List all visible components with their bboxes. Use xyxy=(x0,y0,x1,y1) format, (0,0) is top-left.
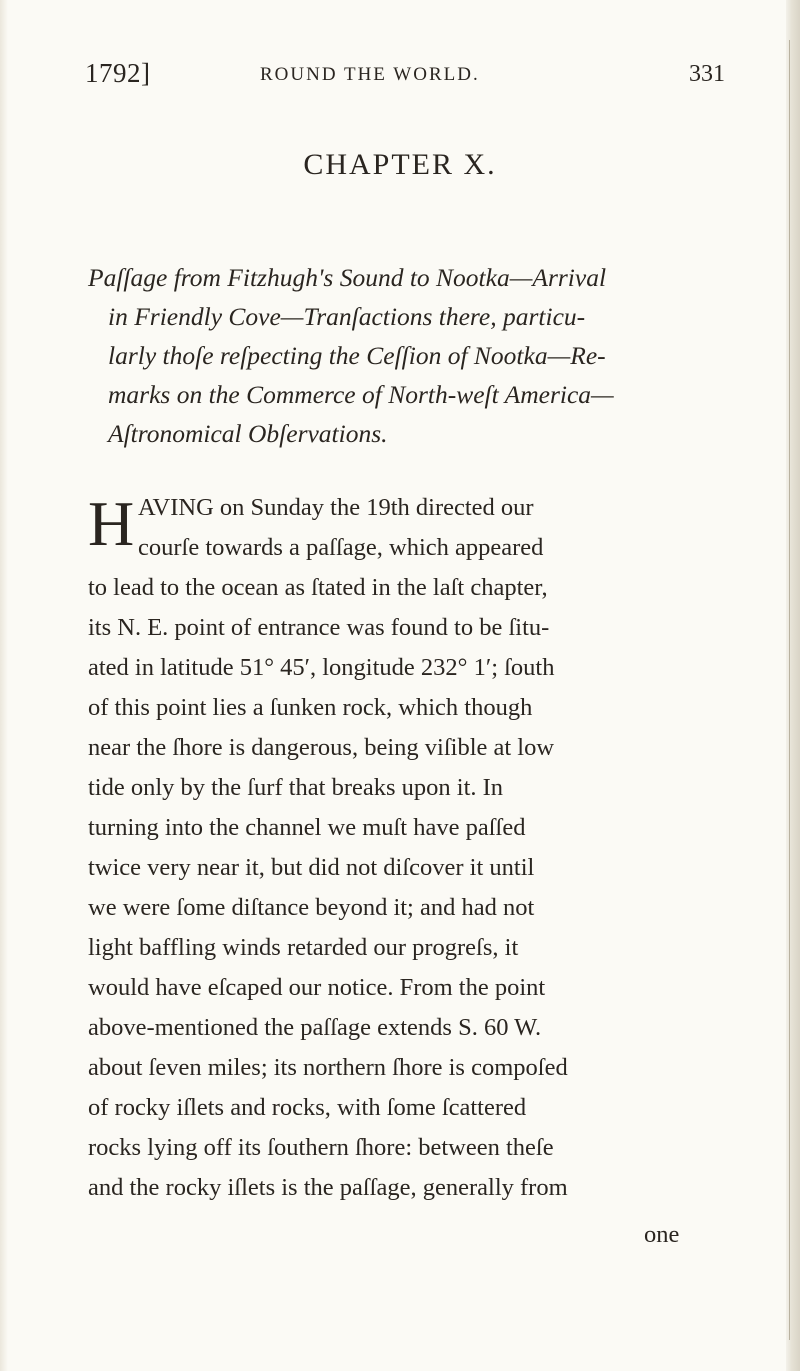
running-head-year: 1792] xyxy=(85,58,151,88)
drop-cap: H xyxy=(88,488,135,559)
synopsis-line: Paſſage from Fitzhugh's Sound to Nootka—Arrival xyxy=(88,263,607,292)
running-head xyxy=(85,58,725,98)
body-line: about ſeven miles; its northern ſhore is compoſed xyxy=(88,1054,568,1081)
body-line: of this point lies a ſunken rock, which though xyxy=(88,694,533,721)
body-line: rocks lying off its ſouthern ſhore: between theſe xyxy=(88,1134,554,1161)
body-line: we were ſome diſtance beyond it; and had not xyxy=(88,894,535,921)
body-line: near the ſhore is dangerous, being viſible at low xyxy=(88,734,555,761)
synopsis-line: larly thoſe reſpecting the Ceſſion of Nootka—Re- xyxy=(108,341,606,370)
page-edge-line xyxy=(789,40,790,1340)
page-number: 331 xyxy=(689,61,725,87)
body-line: ated in latitude 51° 45′, longitude 232° 1′; ſouth xyxy=(88,654,555,681)
synopsis-line: in Friendly Cove—Tranſactions there, particu- xyxy=(108,302,586,331)
body-line: turning into the channel we muſt have paſſed xyxy=(88,814,526,841)
body-line: above-mentioned the paſſage extends S. 60 W. xyxy=(88,1014,542,1041)
synopsis-line: marks on the Commerce of North-weſt America— xyxy=(108,380,614,409)
body-line: to lead to the ocean as ſtated in the laſt chapter, xyxy=(88,574,548,601)
body-line: AVING on Sunday the 19th directed our xyxy=(138,494,534,521)
body-line: would have eſcaped our notice. From the point xyxy=(88,974,546,1001)
body-line: courſe towards a paſſage, which appeared xyxy=(138,534,544,561)
body-line: and the rocky iſlets is the paſſage, generally from xyxy=(88,1174,568,1201)
body-line: twice very near it, but did not diſcover it until xyxy=(88,854,535,881)
chapter-synopsis xyxy=(88,258,728,453)
page-left-edge xyxy=(0,0,8,1371)
chapter-title: CHAPTER X. xyxy=(303,148,497,181)
body-line: light baffling winds retarded our progreſs, it xyxy=(88,934,519,961)
body-line: its N. E. point of entrance was found to be ſitu- xyxy=(88,614,550,641)
body-text xyxy=(88,488,728,1208)
body-line: of rocky iſlets and rocks, with ſome ſcattered xyxy=(88,1094,527,1121)
catchword: one xyxy=(644,1221,680,1248)
synopsis-line: Aſtronomical Obſervations. xyxy=(108,419,388,448)
body-line: tide only by the ſurf that breaks upon it. In xyxy=(88,774,504,801)
running-head-title: ROUND THE WORLD. xyxy=(260,64,480,85)
